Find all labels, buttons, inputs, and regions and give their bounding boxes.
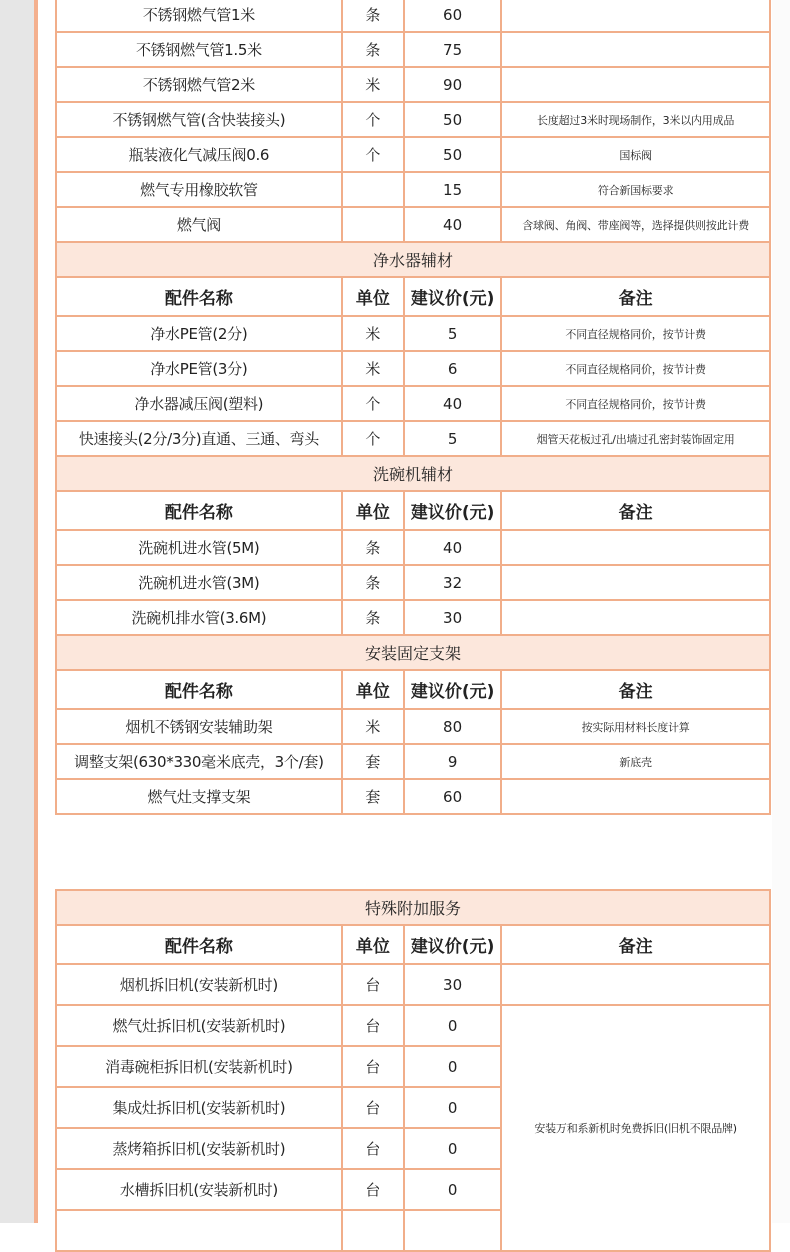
item-price: 30	[404, 600, 501, 635]
item-price: 80	[404, 709, 501, 744]
item-name: 洗碗机进水管(3M)	[56, 565, 342, 600]
item-unit: 个	[342, 102, 404, 137]
item-note: 符合新国标要求	[501, 172, 770, 207]
item-name: 不锈钢燃气管(含快装接头)	[56, 102, 342, 137]
column-header-price: 建议价(元)	[404, 925, 501, 964]
item-unit: 台	[342, 1128, 404, 1169]
item-price: 40	[404, 386, 501, 421]
item-unit: 条	[342, 530, 404, 565]
shared-note: 安装万和系新机时免费拆旧(旧机不限品牌)	[501, 1005, 770, 1251]
table-row	[56, 386, 770, 421]
item-unit: 条	[342, 0, 404, 32]
item-note: 按实际用材料长度计算	[501, 709, 770, 744]
column-header-name: 配件名称	[56, 670, 342, 709]
item-name: 蒸烤箱拆旧机(安装新机时)	[56, 1128, 342, 1169]
item-price: 15	[404, 172, 501, 207]
column-header-unit: 单位	[342, 491, 404, 530]
section-title: 安装固定支架	[56, 635, 770, 670]
column-header-note: 备注	[501, 925, 770, 964]
item-name: 烟机拆旧机(安装新机时)	[56, 964, 342, 1005]
table-row	[56, 137, 770, 172]
item-unit: 套	[342, 779, 404, 814]
section-title: 特殊附加服务	[56, 890, 770, 925]
left-margin-strip	[0, 0, 34, 1223]
item-price: 0	[404, 1087, 501, 1128]
item-unit: 条	[342, 600, 404, 635]
item-note	[501, 530, 770, 565]
table-row	[56, 316, 770, 351]
item-unit: 个	[342, 386, 404, 421]
table-row	[56, 0, 770, 32]
item-price: 40	[404, 207, 501, 242]
item-name: 瓶装液化气减压阀0.6	[56, 137, 342, 172]
item-note-empty	[501, 964, 770, 1005]
item-unit-empty	[342, 1210, 404, 1251]
item-price: 9	[404, 744, 501, 779]
item-unit: 台	[342, 1005, 404, 1046]
item-unit	[342, 172, 404, 207]
item-price: 0	[404, 1005, 501, 1046]
item-name: 燃气专用橡胶软管	[56, 172, 342, 207]
item-note	[501, 565, 770, 600]
table-row	[56, 964, 770, 1005]
column-header-note: 备注	[501, 491, 770, 530]
column-header-price: 建议价(元)	[404, 491, 501, 530]
left-border-accent	[34, 0, 38, 1223]
item-note: 含球阀、角阀、带座阀等，选择提供则按此计费	[501, 207, 770, 242]
section-header-purifier	[56, 242, 770, 277]
item-name: 消毒碗柜拆旧机(安装新机时)	[56, 1046, 342, 1087]
section-title: 洗碗机辅材	[56, 456, 770, 491]
section-header-bracket	[56, 635, 770, 670]
column-header-name: 配件名称	[56, 925, 342, 964]
column-header-unit: 单位	[342, 670, 404, 709]
column-header-price: 建议价(元)	[404, 277, 501, 316]
item-unit: 台	[342, 1046, 404, 1087]
item-name: 洗碗机排水管(3.6M)	[56, 600, 342, 635]
item-price: 30	[404, 964, 501, 1005]
item-price: 60	[404, 0, 501, 32]
item-name: 水槽拆旧机(安装新机时)	[56, 1169, 342, 1210]
item-price: 75	[404, 32, 501, 67]
item-unit: 台	[342, 1087, 404, 1128]
item-price-empty	[404, 1210, 501, 1251]
item-unit: 台	[342, 1169, 404, 1210]
item-name: 不锈钢燃气管1.5米	[56, 32, 342, 67]
table-row	[56, 102, 770, 137]
table-row	[56, 32, 770, 67]
column-header-row	[56, 925, 770, 964]
item-name: 烟机不锈钢安装辅助架	[56, 709, 342, 744]
item-name: 燃气灶拆旧机(安装新机时)	[56, 1005, 342, 1046]
table-row	[56, 709, 770, 744]
item-name: 净水器减压阀(塑料)	[56, 386, 342, 421]
item-note: 新底壳	[501, 744, 770, 779]
item-note	[501, 32, 770, 67]
item-price: 0	[404, 1046, 501, 1087]
accessory-price-table	[55, 0, 771, 815]
column-header-row	[56, 491, 770, 530]
item-name: 洗碗机进水管(5M)	[56, 530, 342, 565]
column-header-name: 配件名称	[56, 491, 342, 530]
section-title: 净水器辅材	[56, 242, 770, 277]
item-unit: 米	[342, 351, 404, 386]
item-price: 5	[404, 421, 501, 456]
item-note: 烟管天花板过孔/出墙过孔密封装饰固定用	[501, 421, 770, 456]
item-price: 90	[404, 67, 501, 102]
item-unit: 条	[342, 565, 404, 600]
right-margin	[772, 0, 790, 1223]
item-note	[501, 0, 770, 32]
item-price: 50	[404, 137, 501, 172]
item-note	[501, 779, 770, 814]
table-row	[56, 67, 770, 102]
column-header-name: 配件名称	[56, 277, 342, 316]
item-unit: 米	[342, 316, 404, 351]
item-name: 集成灶拆旧机(安装新机时)	[56, 1087, 342, 1128]
item-note: 不同直径规格同价，按节计费	[501, 386, 770, 421]
item-price: 60	[404, 779, 501, 814]
section-header-special	[56, 890, 770, 925]
table-row	[56, 744, 770, 779]
item-name-empty	[56, 1210, 342, 1251]
section-header-dishwasher	[56, 456, 770, 491]
item-note: 不同直径规格同价，按节计费	[501, 351, 770, 386]
column-header-unit: 单位	[342, 277, 404, 316]
item-unit: 个	[342, 137, 404, 172]
column-header-row	[56, 670, 770, 709]
table-row	[56, 351, 770, 386]
table-row	[56, 1005, 770, 1046]
table-row	[56, 207, 770, 242]
item-name: 燃气阀	[56, 207, 342, 242]
table-row	[56, 600, 770, 635]
column-header-unit: 单位	[342, 925, 404, 964]
item-name: 燃气灶支撑支架	[56, 779, 342, 814]
item-price: 6	[404, 351, 501, 386]
item-name: 快速接头(2分/3分)直通、三通、弯头	[56, 421, 342, 456]
item-name: 不锈钢燃气管1米	[56, 0, 342, 32]
item-price: 40	[404, 530, 501, 565]
item-unit: 米	[342, 67, 404, 102]
special-service-table	[55, 889, 771, 1252]
item-unit: 套	[342, 744, 404, 779]
item-name: 净水PE管(2分)	[56, 316, 342, 351]
item-name: 净水PE管(3分)	[56, 351, 342, 386]
item-note: 国标阀	[501, 137, 770, 172]
table-row	[56, 565, 770, 600]
item-price: 50	[404, 102, 501, 137]
item-price: 0	[404, 1169, 501, 1210]
item-unit: 个	[342, 421, 404, 456]
item-unit	[342, 207, 404, 242]
item-note: 长度超过3米时现场制作，3米以内用成品	[501, 102, 770, 137]
column-header-price: 建议价(元)	[404, 670, 501, 709]
item-unit: 米	[342, 709, 404, 744]
item-unit: 台	[342, 964, 404, 1005]
item-price: 5	[404, 316, 501, 351]
item-unit: 条	[342, 32, 404, 67]
item-name: 不锈钢燃气管2米	[56, 67, 342, 102]
item-note: 不同直径规格同价，按节计费	[501, 316, 770, 351]
item-note	[501, 67, 770, 102]
table-row	[56, 530, 770, 565]
table-row	[56, 779, 770, 814]
item-name: 调整支架(630*330毫米底壳，3个/套)	[56, 744, 342, 779]
column-header-note: 备注	[501, 670, 770, 709]
table-row	[56, 172, 770, 207]
column-header-note: 备注	[501, 277, 770, 316]
item-price: 32	[404, 565, 501, 600]
item-price: 0	[404, 1128, 501, 1169]
column-header-row	[56, 277, 770, 316]
table-row	[56, 421, 770, 456]
item-note	[501, 600, 770, 635]
